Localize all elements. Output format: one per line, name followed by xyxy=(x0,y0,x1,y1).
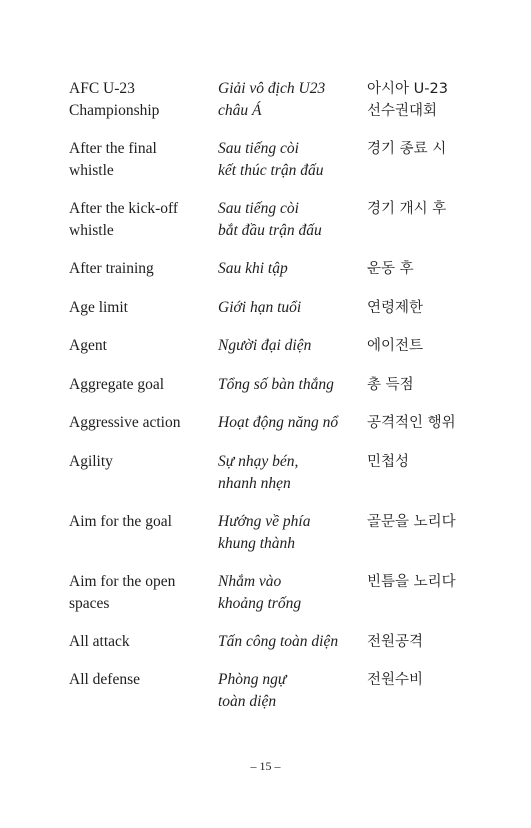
term-english-line: whistle xyxy=(69,222,114,239)
term-vietnamese-line: bắt đầu trận đấu xyxy=(218,222,322,239)
term-vietnamese-line: Tổng số bàn thắng xyxy=(218,375,334,393)
term-korean xyxy=(367,451,499,473)
term-english-line: After the kick-off xyxy=(69,200,179,217)
term-vietnamese-line: khung thành xyxy=(218,534,296,552)
term-vietnamese xyxy=(218,198,367,242)
term-vietnamese xyxy=(218,258,367,280)
term-vietnamese-line: Giải vô địch U23 xyxy=(218,80,326,97)
term-vietnamese-line: Hướng về phía xyxy=(218,512,311,530)
term-korean-line: 전원공격 xyxy=(367,633,424,650)
term-vietnamese-line: nhanh nhẹn xyxy=(218,474,291,492)
term-korean xyxy=(367,669,499,691)
term-vietnamese-line: châu Á xyxy=(218,102,262,119)
term-vietnamese-line: kết thúc trận đấu xyxy=(218,162,324,179)
glossary-entry xyxy=(69,412,499,451)
term-english xyxy=(69,631,218,653)
glossary-entry xyxy=(69,335,499,374)
term-english xyxy=(69,669,218,691)
term-english-line: Age limit xyxy=(69,298,128,316)
term-english xyxy=(69,451,218,473)
term-korean xyxy=(367,571,499,593)
term-english-line: Championship xyxy=(69,102,160,119)
term-vietnamese-line: Nhắm vào xyxy=(218,572,282,590)
term-english xyxy=(69,412,218,434)
term-english xyxy=(69,297,218,319)
term-korean-line: 경기 개시 후 xyxy=(367,201,447,217)
term-korean xyxy=(367,631,499,653)
term-english xyxy=(69,374,218,396)
term-vietnamese-line: Tấn công toàn diện xyxy=(218,632,339,650)
glossary-entry xyxy=(69,138,499,198)
glossary-entry xyxy=(69,198,499,258)
term-english-line: Agent xyxy=(69,337,107,354)
glossary-table xyxy=(69,78,499,729)
term-english-line: Aim for the open xyxy=(69,572,176,590)
term-korean xyxy=(367,511,499,533)
term-korean-line: 경기 종료 시 xyxy=(367,141,447,157)
term-korean-line: 선수권대회 xyxy=(367,103,438,119)
term-english-line: All defense xyxy=(69,671,141,688)
term-korean-line: 총 득점 xyxy=(367,376,414,393)
term-english-line: After the final xyxy=(69,140,157,157)
term-vietnamese xyxy=(218,335,367,357)
glossary-entry xyxy=(69,374,499,413)
term-korean xyxy=(367,374,499,396)
term-korean xyxy=(367,198,499,220)
term-korean-line: 아시아 U-23 xyxy=(367,81,448,97)
term-korean-line: 빈틈을 노리다 xyxy=(367,573,456,590)
term-korean-line: 공격적인 행위 xyxy=(367,415,456,431)
term-korean xyxy=(367,258,499,280)
term-vietnamese xyxy=(218,631,367,653)
term-vietnamese-line: Sự nhạy bén, xyxy=(218,452,299,470)
term-english-line: Aggressive action xyxy=(69,414,181,431)
term-korean-line: 운동 후 xyxy=(367,261,414,277)
term-vietnamese xyxy=(218,571,367,615)
term-vietnamese xyxy=(218,412,367,434)
term-english-line: whistle xyxy=(69,162,114,179)
term-korean-line: 골문을 노리다 xyxy=(367,513,456,530)
term-english-line: After training xyxy=(69,260,154,277)
term-english-line: Agility xyxy=(69,452,113,470)
term-korean-line: 연령제한 xyxy=(367,299,424,316)
glossary-entry xyxy=(69,297,499,336)
term-vietnamese-line: Sau khi tập xyxy=(218,260,288,277)
term-english xyxy=(69,511,218,533)
term-korean xyxy=(367,138,499,160)
glossary-entry xyxy=(69,571,499,631)
term-english xyxy=(69,138,218,182)
term-vietnamese-line: Người đại diện xyxy=(218,337,312,354)
term-vietnamese xyxy=(218,374,367,396)
glossary-entry xyxy=(69,78,499,138)
term-english xyxy=(69,258,218,280)
term-english xyxy=(69,571,218,615)
term-english-line: spaces xyxy=(69,594,110,612)
term-korean-line: 전원수비 xyxy=(367,672,424,688)
term-english xyxy=(69,78,218,122)
glossary-entry xyxy=(69,669,499,729)
term-vietnamese xyxy=(218,138,367,182)
term-english-line: Aggregate goal xyxy=(69,375,165,393)
term-korean xyxy=(367,78,499,122)
term-english xyxy=(69,198,218,242)
term-english-line: Aim for the goal xyxy=(69,512,172,530)
term-korean xyxy=(367,412,499,434)
term-korean xyxy=(367,335,499,357)
term-korean-line: 민첩성 xyxy=(367,453,410,470)
page-number: – 15 – xyxy=(250,759,281,773)
term-korean xyxy=(367,297,499,319)
glossary-entry xyxy=(69,258,499,297)
term-vietnamese-line: Phòng ngự xyxy=(218,671,287,688)
term-vietnamese xyxy=(218,669,367,713)
term-vietnamese xyxy=(218,511,367,555)
term-vietnamese-line: Hoạt động năng nổ xyxy=(218,414,339,431)
term-vietnamese xyxy=(218,451,367,495)
term-vietnamese-line: Sau tiếng còi xyxy=(218,200,299,217)
glossary-entry xyxy=(69,631,499,670)
term-korean-line: 에이전트 xyxy=(367,338,424,354)
term-vietnamese-line: Giới hạn tuổi xyxy=(218,298,302,316)
term-vietnamese-line: khoảng trống xyxy=(218,594,302,612)
term-english-line: All attack xyxy=(69,632,130,650)
term-vietnamese xyxy=(218,297,367,319)
term-english xyxy=(69,335,218,357)
glossary-entry xyxy=(69,451,499,511)
term-vietnamese-line: toàn diện xyxy=(218,693,277,710)
term-vietnamese xyxy=(218,78,367,122)
term-vietnamese-line: Sau tiếng còi xyxy=(218,140,299,157)
glossary-entry xyxy=(69,511,499,571)
term-english-line: AFC U-23 xyxy=(69,80,135,97)
